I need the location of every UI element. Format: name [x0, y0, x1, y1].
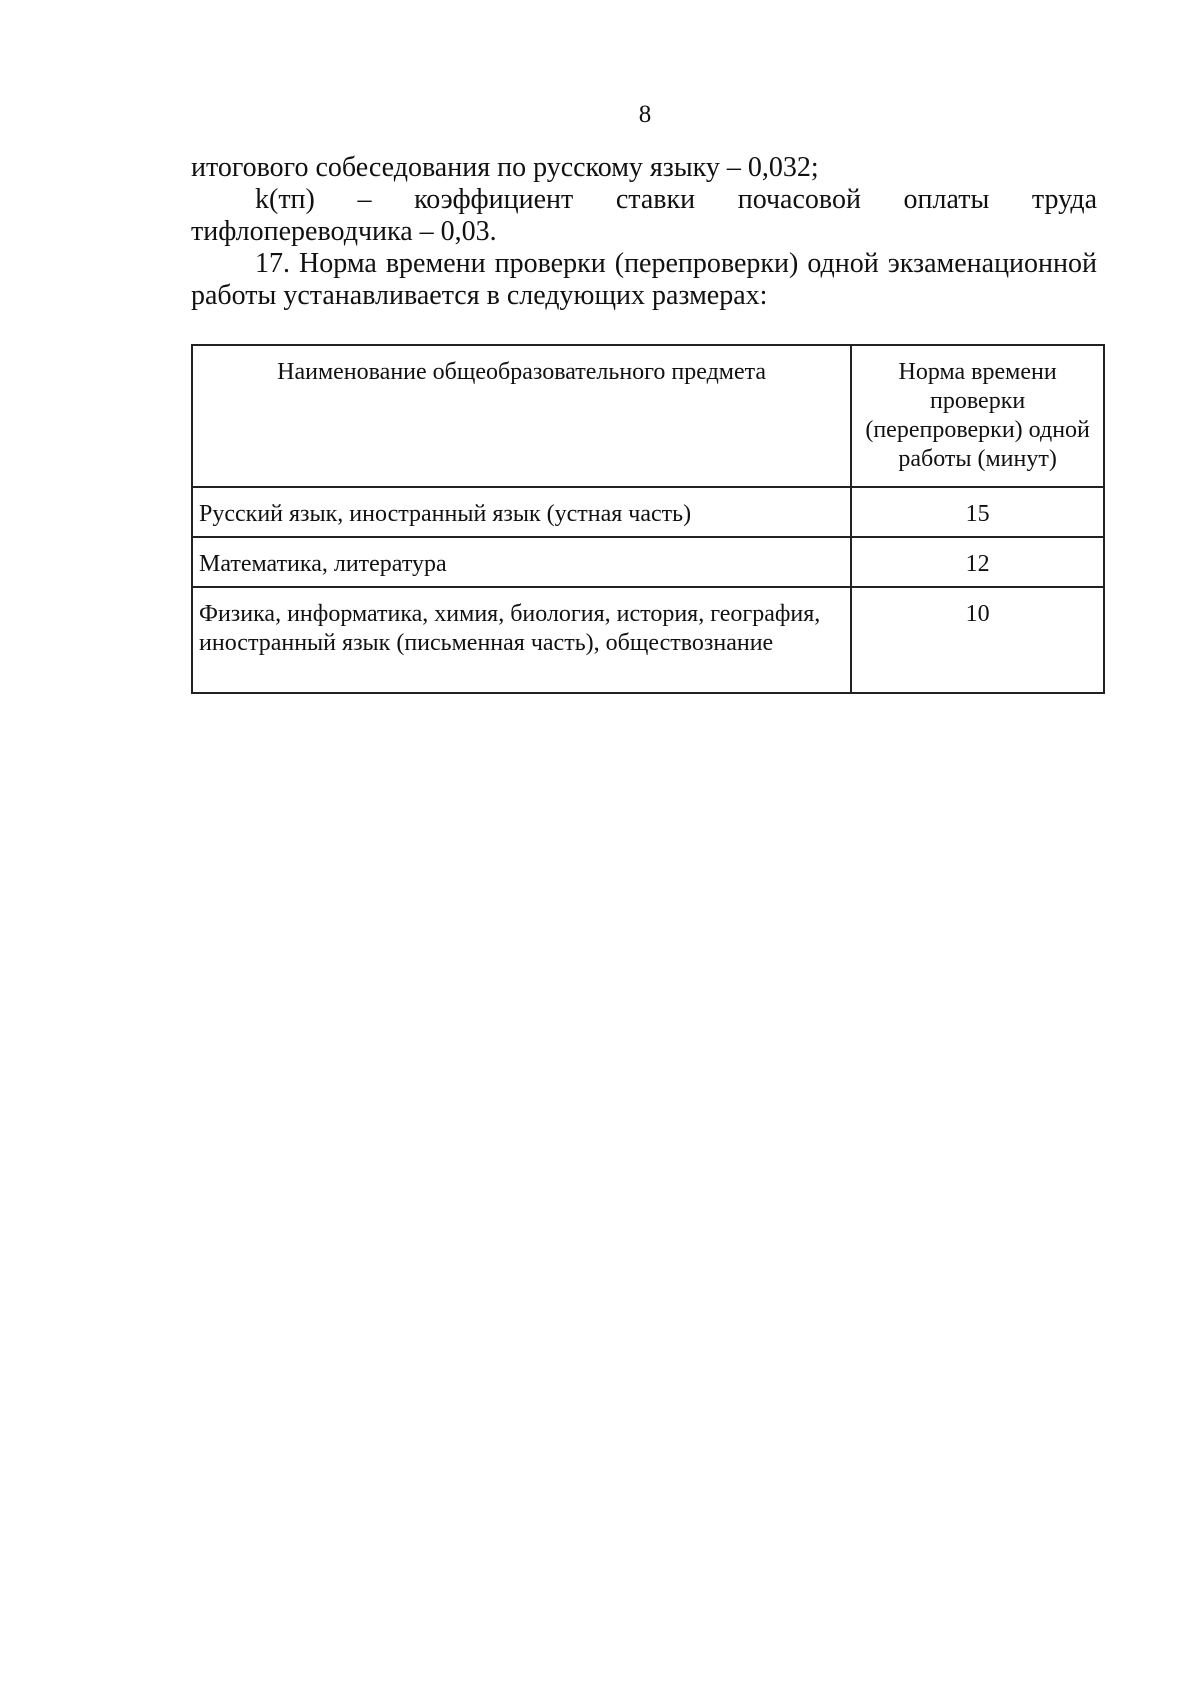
subject-cell: Математика, литература — [192, 537, 851, 587]
paragraph-coefficient: k(тп) – коэффициент ставки почасовой оплаты труда тифлопереводчика – 0,03. — [191, 184, 1097, 247]
minutes-cell: 10 — [851, 587, 1104, 693]
minutes-cell: 15 — [851, 487, 1104, 537]
paragraph-continuation: итогового собеседования по русскому языку – 0,032; — [191, 152, 819, 183]
table-row — [192, 537, 1104, 587]
page-number: 8 — [638, 101, 652, 128]
minutes-cell: 12 — [851, 537, 1104, 587]
table-header-row — [192, 345, 1104, 487]
header-time: Норма времени проверки (перепроверки) одной работы (минут) — [851, 345, 1104, 487]
subject-cell: Физика, информатика, химия, биология, история, география, иностранный язык (письменная часть), обществознание — [192, 587, 851, 693]
table-row — [192, 587, 1104, 693]
body-text — [191, 152, 1097, 312]
subject-cell: Русский язык, иностранный язык (устная часть) — [192, 487, 851, 537]
norms-table — [191, 344, 1105, 694]
header-subject: Наименование общеобразовательного предмета — [192, 345, 851, 487]
table-row — [192, 487, 1104, 537]
paragraph-clause-17: 17. Норма времени проверки (перепроверки) одной экзаменационной работы устанавливается в следующих размерах: — [191, 248, 1097, 311]
